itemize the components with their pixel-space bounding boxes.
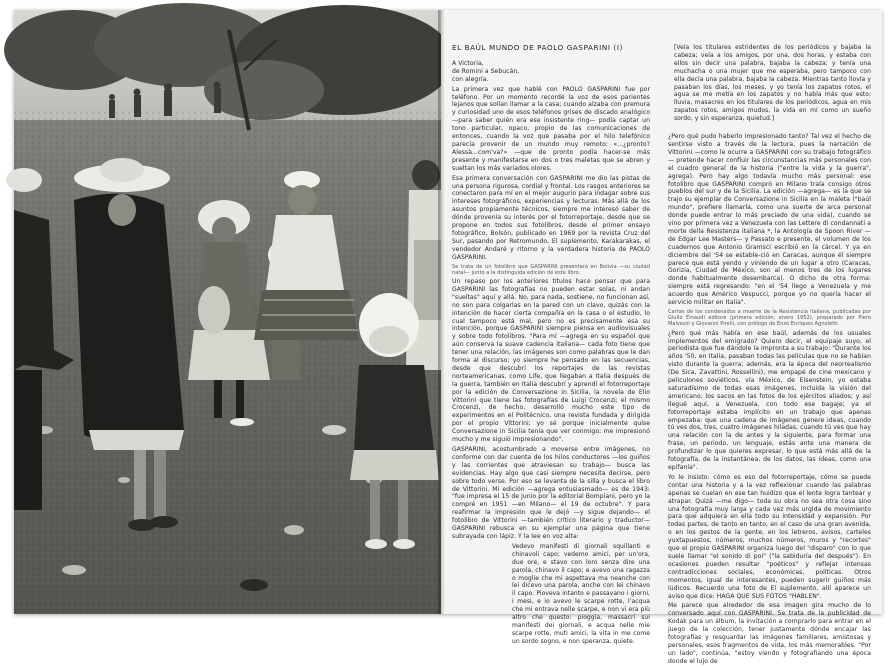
photograph-women-and-children-in-field xyxy=(14,10,441,614)
text-column-left xyxy=(452,44,650,648)
paragraph: Yo le insisto: cómo es eso del fotorreportaje, cómo se puede contar una historia y a la vez reflexionar cuando las palabras apenas se cuelan en ese tan huidizo que el lente logra tantear y atrapar. Quizá —me digo— toda su obra no sea otra cosa sino una fotografía muy larga y cada vez más urgida de movimiento para que adquiera en ella todo su intensidad y expansión. Por todas partes, de tanto en tanto, en el caso de una gran avenida, o en los gestos de la gente, en los letreros, avisos, carteles yuxtapuestos, números, muchos números, muros y "recortes" que el propio GASPARINI organiza luego del "disparo" con lo que suele llamar "el sonido di poi" ("la sabiduría del después"). En ocasiones pueden resultar "poéticos" y reflejar intensas contradicciones sociales, económicas, políticas. Otros momentos, igual de interesantes, pueden sugerir guiños más lúdicos. Recuerdo una foto de El suplemento, allí aparece un aviso que dice: HAGA QUE SUS FOTOS "HABLEN". xyxy=(668,473,871,600)
article-title: EL BAÚL MUNDO DE PAOLO GASPARINI (I) xyxy=(452,43,623,52)
italian-quote: Vedevo manifesti di giornali squillanti e chinavoli capo; vedemo amici, per un'ora, due ore, e stavo con loro senza dire una parola, chinavo il capo; e avevo una ragazza o moglie che mi aspettava ma neanche con lei dicevo una parola, anche con lei chinavo il capo. Pioveva intanto e passavano i giorni, i mesi, e io avevo le scarpe rotte, l'acqua che mi entrava nelle scarpe, e non vi era più altro che questo: pioggia, massacri sui manifesti dei giornali, e acqua nelle mie scarpe rotte, muti amici, la vita in me come un sordo sogno, e non speranza, quiete. xyxy=(512,542,650,645)
paragraph: Un repaso por los anteriores títulos hace pensar que para GASPARINI las fotografías no pueden estar solas, ni andan "sueltas" aquí y allá. No, para nada, sostiene, no funcionan así, no son para colgarlas en la pared con un clavo, quizás con la intención de hacer cierta compañía en la casa o el estudio, lo cual tampoco está mal, pero no es precisamente esa su intención, porque GASPARINI siempre piensa en audiovisuales y sobre todo fotolibros. "Para mí —agrega en su español que aún conserva la suave cadencia italiana— cada foto tiene que tener una relación, las imágenes son como palabras que le dan forma al discurso; yo siempre he pensado en las secuencias, desde que descubrí los reportajes de las revistas norteamericanas, como Life, que llegaban a Italia después de la guerra, también en Italia descubrí y aprendí el fotorreportaje por la edición de Conversazione in Sicilia, la novela de Elio Vittorini que tiene las fotografías de Luigi Crocenzi; el mismo Crocenzi, de hecho, desarrolló mucho este tipo de experimentos en el Politécnico, una revista fundada y dirigida por el propio Vittorini; yo sé porque inicialmente quise Conversazione in Sicilia tenía que ver conmigo; me impresionó mucho y me siguió impresionando". xyxy=(452,277,650,444)
text-column-right xyxy=(668,44,871,668)
translated-quote: [Veía los titulares estridentes de los periódicos y bajaba la cabeza; veía a los amigos, por una, dos horas, y estaba con ellos sin decir una palabra, bajaba la cabeza; y tenía una muchacha o una mujer que me esperaba, pero tampoco con ella decía una palabra, bajaba la cabeza. Mientras tanto llovía y pasaban los días, los meses, y yo tenía los zapatos rotos, el agua se me metía en los zapatos y no había más que esto: lluvia, masacres en los titulares de los periódicos, agua en mis zapatos rotos, amigos mudos, la vida en mí como un sueño sordo, y sin esperanza, quietud.] xyxy=(674,44,871,123)
page-gutter xyxy=(438,10,448,614)
magazine-spread xyxy=(14,10,882,665)
dedication: A Victoria, de Romini a Sebucán, con alegría. xyxy=(452,59,520,83)
photo-page xyxy=(14,10,441,614)
footnote: Cartas de los condenados a muerte de la Resistencia italiana, publicadas por Giulio Einaudi editore (primera edición, enero 1952), preparado por Piero Malvezzi y Giovanni Pirelli, con prólogo de Enzo Enriques Agnoletti. xyxy=(668,309,871,328)
paragraph: GASPARINI, acostumbrado a moverse entre imágenes, no conforme con dar cuenta de los hilos conductores —los guiños y las corrientes que atraviesan su trabajo— busca las evidencias. Hay algo que casi siempre necesita decirse, pero sobre todo verse. Por eso se levanta de la silla y busca el libro de Vittorini. Mi edición —agrega entusiasmado— es de 1943: "fue impresa el 15 de junio por la editorial Bompiani, pero yo la compré en 1951 —en Milano— el 19 de octubre". Y para reafirmar la impresión que le dejó —y sigue dejando— el fotolibro de Vittorini —también crítico literario y traductor— GASPARINI rebusca en su ejemplar una página que tiene subrayada con lápiz. Y la lee en voz alta: xyxy=(452,446,650,540)
paragraph: La primera vez que hablé con PAOLO GASPARINI fue por teléfono. Por un momento recordé la voz de esos parientes lejanos que solían llamar a la casa; cuando alzaba con premura y curiosidad uno de esos teléfonos grises de discado analógico —para saber quién era ese insistente ring— podía captar un tono particular, opaco, propio de las comunicaciones de entonces, cuando la voz que pasaba por el hilo telefónico parecía provenir de un mundo muy remoto: «...¿pronto? Alessà...com'va?» —que de pronto podía hacer-se más presente y manifestarse en dos o tres maletas que se abren y sueltan los más variados olores. xyxy=(452,85,650,172)
paragraph: Esa primera conversación con GASPARINI me dio las pistas de una persona rigurosa, cordial y frontal. Los rasgos anteriores se conectaron para mí en el mejor augurio para indagar sobre sus intereses fotográficos, experiencias y lecturas. Más allá de los asuntos propiamente técnicos, siempre me interesó saber de dónde provenía su interés por el fotorreportaje, desde que se propone en todos sus fotolibros, desde el primer ensayo fotográfico, Bolsón, publicado en 1969 por la revista Cruz del Sur, pasando por Retromundo, El suplemento, Karakarakas, el vendedor Andaré y ritorno y la verdadera historia de PAOLO GASPARINI. xyxy=(452,174,650,261)
paragraph: ¿Pero qué más había en ese baúl, además de los usuales implementos del emigrado? Quiero decir, el equipaje suyo, el periodista que fue dándole la impronta a su trabajo: "Durante los años '50, en Italia, pasaban todas las películas que no se habían visto durante la guerra; además, era la época del neorrealismo (De Sica, Zavattini, Rossellini), me empapé de cine mexicano y peliculones soviéticos, vía México, de Eisenstein, yo estaba saturadísimo de todas esas imágenes, incluida la visión del americano, los sacos en las fotos de los ejércitos aliados; y así llegué aquí, a Venezuela, con todo ese bagaje; ya el fotorreportaje estaba implícito en un trabajo que apenas empezaba: que una cadena de imágenes genere ideas, cuando tú ves dos, tres, cuatro imágenes hiladas, cuando tú ves que hay una relación con la de antes y la siguiente, para formar una frase, un periodo, un lenguaje, estás ante una manera de profundizar lo que quieres expresar, lo que está más allá de la fotografía, de la instantánea, de los datos, las ideas, como una epifanía". xyxy=(668,329,871,472)
paragraph: ¿Pero qué pudo haberlo impresionado tanto? Tal vez el hecho de sentirse visto a través de la lectura, pues la narración de Vittorini —como le ocurre a GASPARINI con su trabajo fotográfico— pretende hacer confluir las circunstancias más personales con el cuadro general de la historia ("entre la vida y la guerra", agrega). Pero hay algo todavía mucho más personal: ese fotolibro que GASPARINI compró en Milano traía consigo otros pueblos del sur y de la Sicilia. La edición —agrega— es la que se trajo su ejemplar de Conversazione in Sicilia en la maleta ("baúl mundo", prefiere llamarla, como una suerte de arca personal donde puede entrar lo más preciado de una vida), cuando se vino por primera vez a Venezuela con las Lettere di condannati a morte della Resistenza italiana *, la Antología de Spoon River —de Edgar Lee Masters— y Passato e presente, el volumen de los cuadernos que Antonio Gramsci escribió en la cárcel. Y ya en diciembre del '54 se estable-ció en Caracas, aunque él siempre parece que está yendo y viniendo de un lugar a otro (Caracas, Gorizia, Ciudad de México, son al menos tres de los lugares donde habitualmente desembarca). O dicho de otra forma: siempre está regresando: "en el '54 llego a Venezuela y me acuerdo que Américo Vespucci, porque yo no quería hacer el servicio militar en Italia". xyxy=(668,133,871,307)
paragraph: Me parece que alrededor de esa imagen gira mucho de lo conversado aquí con GASPARINI. Se trata de la publicidad de Kodak para un álbum, la invitación a comprarlo para entrar en el juego de la colección, tener justamente dónde encajar las fotografías y resguardar las imágenes familiares, amistosas y personales, esos fragmentos de vida, los más memorables. "Por un lado", continúa, "estoy viendo y fotografiando una época donde el lujo de xyxy=(668,602,871,665)
text-page xyxy=(441,10,882,665)
photo-caption: Se trata de un fotolibro que GASPARINI presentará en Bolivia —su ciudad natal— junto a la distinguida edición de este libro. xyxy=(452,263,650,276)
